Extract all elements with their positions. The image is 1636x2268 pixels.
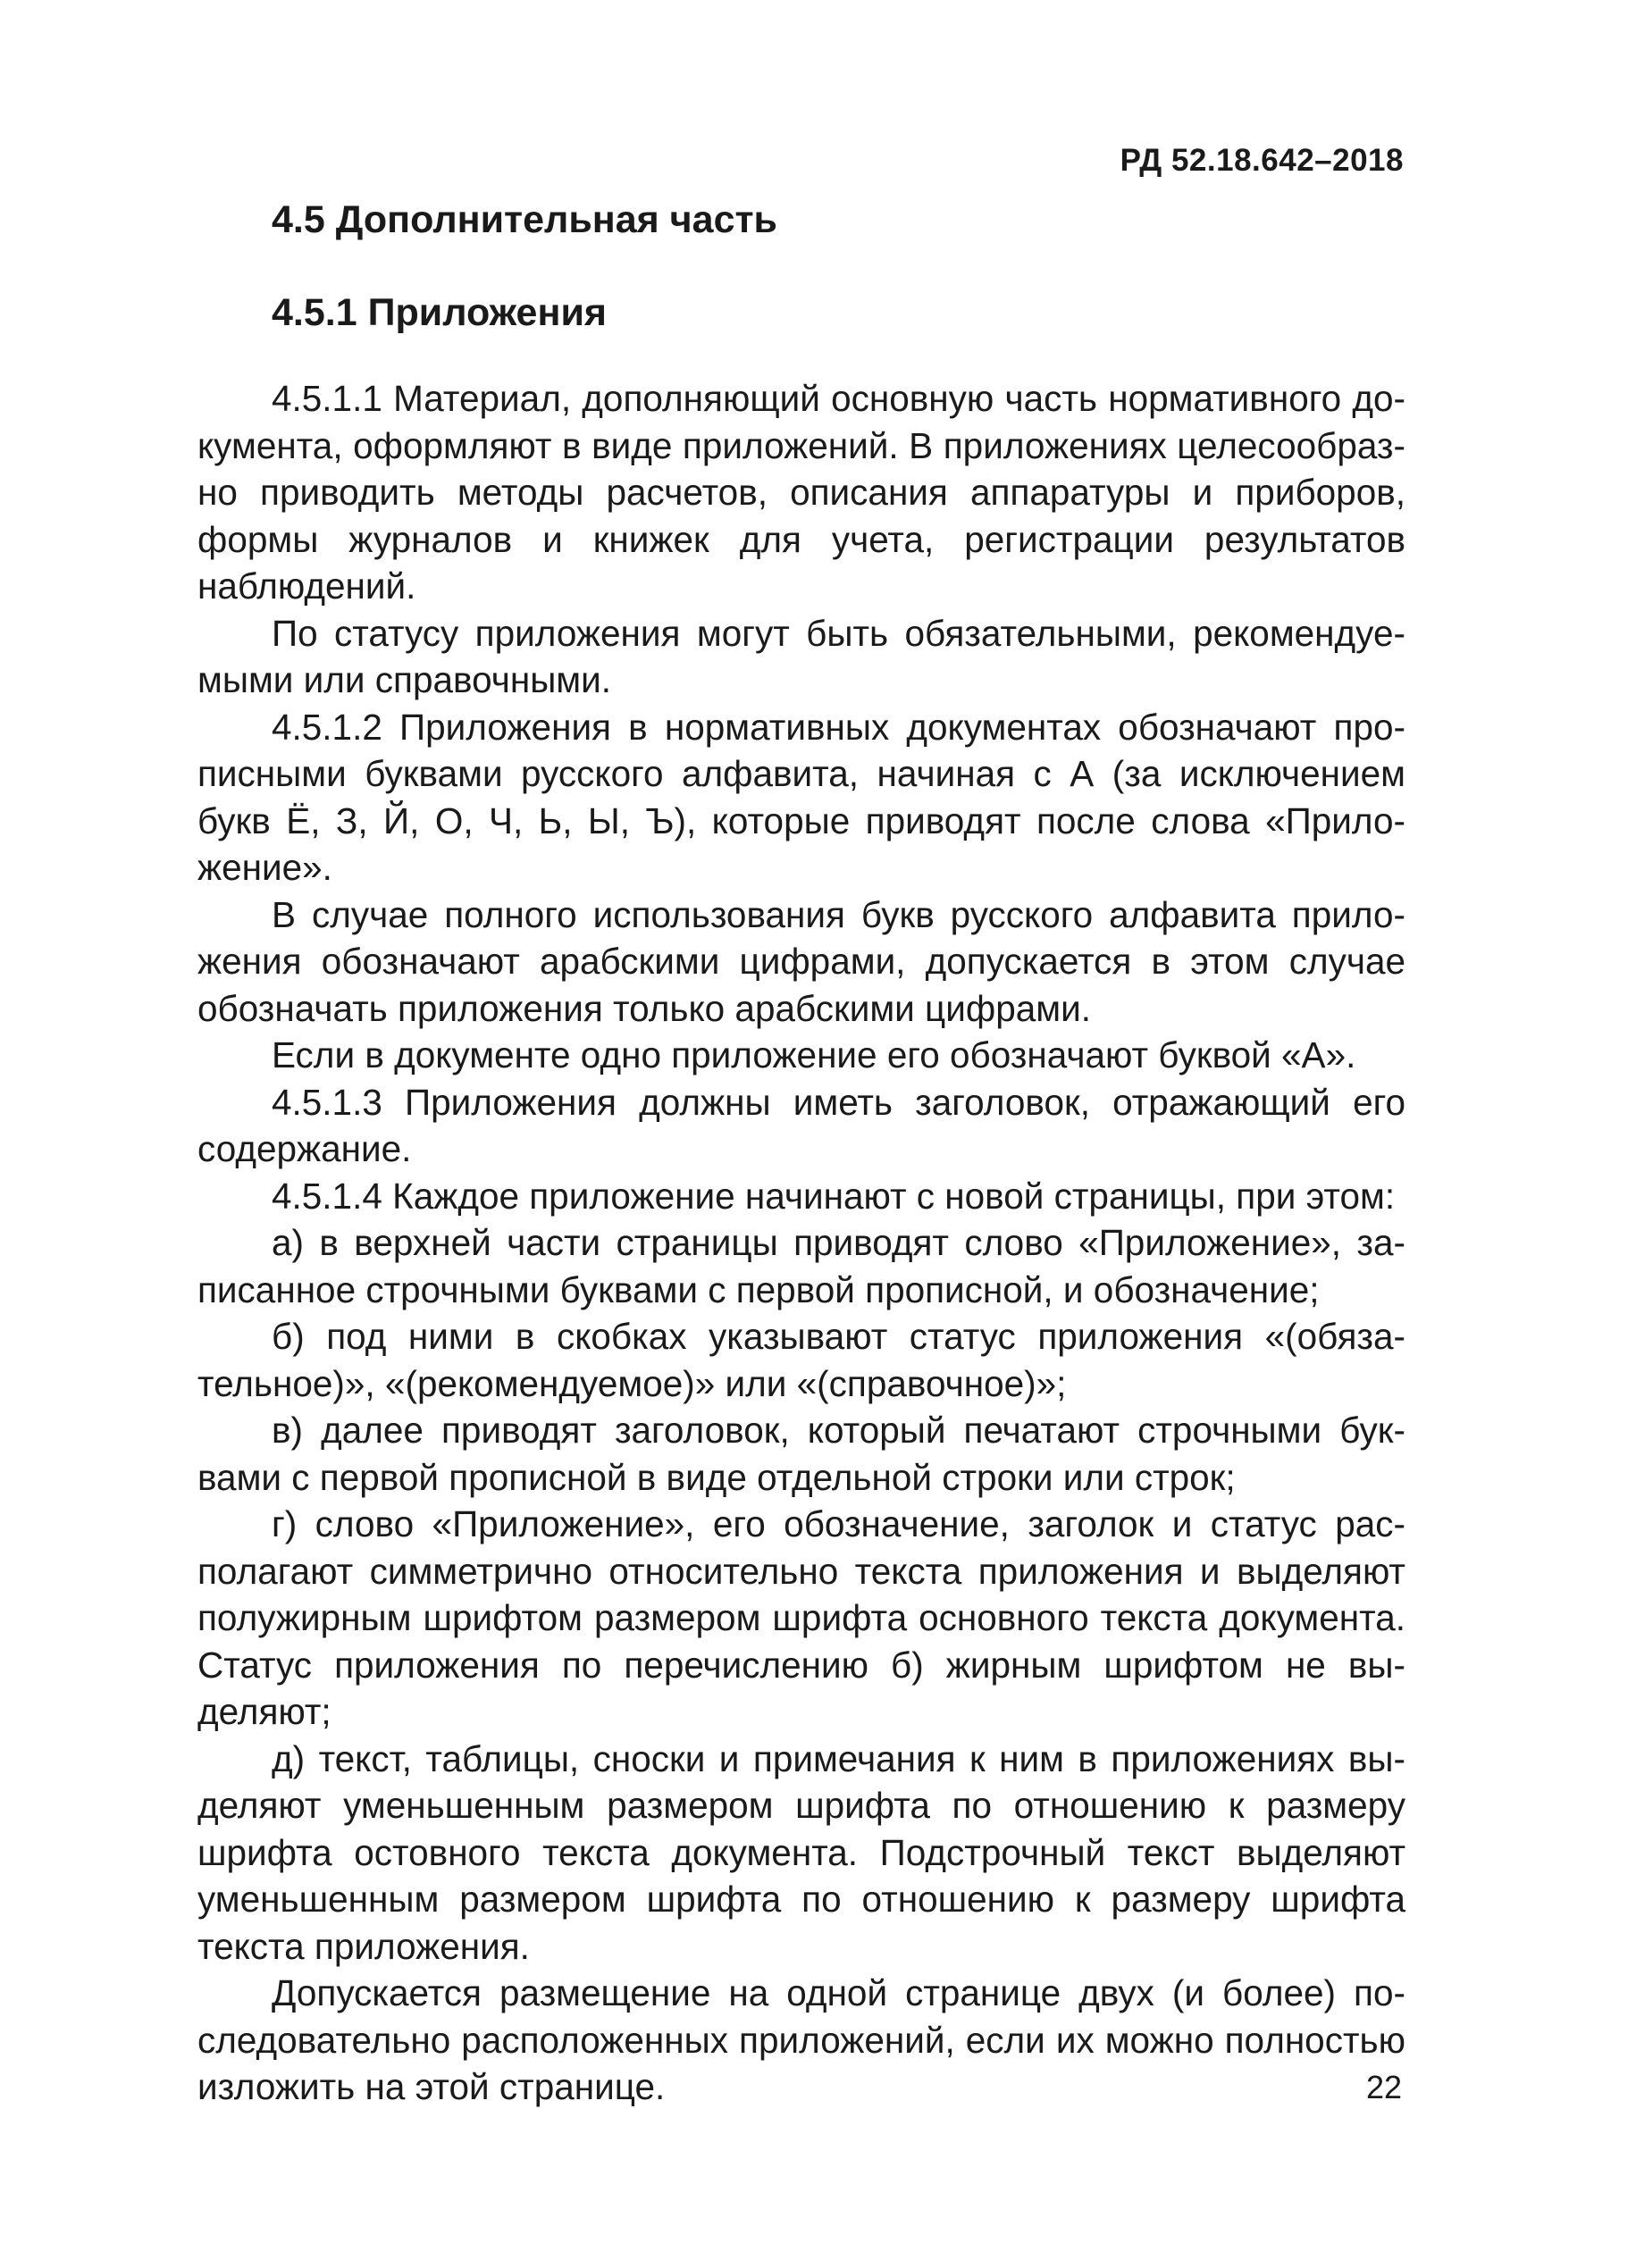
list-item-d: д) текст, таблицы, сноски и примечания к ним в приложениях выделяют уменьшенным размером шрифта по отношению к размеру шрифта остовного текста документа. Подстрочный текст выделяют уменьшенным размером шрифта по отношению к размеру шрифта текста приложения. — [197, 1737, 1405, 1967]
paragraph-4-5-1-3: 4.5.1.3 Приложения должны иметь заголовок, отражающий его содержание. — [197, 1081, 1405, 1169]
paragraph-arabic-numerals: В случае полного использования букв русского алфавита приложения обозначают арабскими цифрами, допускается в этом случае обозначать приложения только арабскими цифрами. — [197, 893, 1405, 1029]
document-code: РД 52.18.642–2018 — [1120, 143, 1404, 178]
list-item-g: г) слово «Приложение», его обозначение, заголок и статус располагают симметрично относительно текста приложения и выделяют полужирным шрифтом размером шрифта основного текста документа. Статус приложения по перечислению б) жирным шрифтом не выделяют; — [197, 1503, 1405, 1732]
paragraph-4-5-1-2: 4.5.1.2 Приложения в нормативных документах обозначают прописными буквами русского алфавита, начиная с А (за исключением букв Ё, З, Й, О, Ч, Ь, Ы, Ъ), которые приводят после слова «Приложение». — [197, 706, 1405, 888]
paragraph-single-appendix: Если в документе одно приложение его обозначают буквой «А». — [272, 1034, 1356, 1075]
subsection-heading: 4.5.1 Приложения — [272, 291, 607, 334]
list-item-v: в) далее приводят заголовок, который печатают строчными буквами с первой прописной в виде отдельной строки или строк; — [197, 1410, 1405, 1498]
paragraph-multiple-appendices: Допускается размещение на одной странице двух (и более) последовательно расположенных приложений, если их можно полностью изложить на этой странице. — [197, 1972, 1405, 2107]
list-item-b: б) под ними в скобках указывают статус приложения «(обязательное)», «(рекомендуемое)» или «(справочное)»; — [197, 1316, 1405, 1404]
paragraph-status: По статусу приложения могут быть обязательными, рекомендуемыми или справочными. — [197, 612, 1405, 700]
list-item-a: а) в верхней части страницы приводят слово «Приложение», записанное строчными буквами с первой прописной, и обозначение; — [197, 1222, 1405, 1310]
body-text — [197, 375, 1405, 2111]
paragraph-4-5-1-4: 4.5.1.4 Каждое приложение начинают с новой страницы, при этом: — [272, 1175, 1396, 1217]
paragraph-4-5-1-1: 4.5.1.1 Материал, дополняющий основную часть нормативного документа, оформляют в виде приложений. В приложениях целесообразно приводить методы расчетов, описания аппаратуры и приборов, формы журналов и книжек для учета, регистрации результатов наблюдений. — [197, 378, 1405, 607]
page-number: 22 — [1365, 2069, 1402, 2105]
section-heading: 4.5 Дополнительная часть — [272, 198, 777, 241]
